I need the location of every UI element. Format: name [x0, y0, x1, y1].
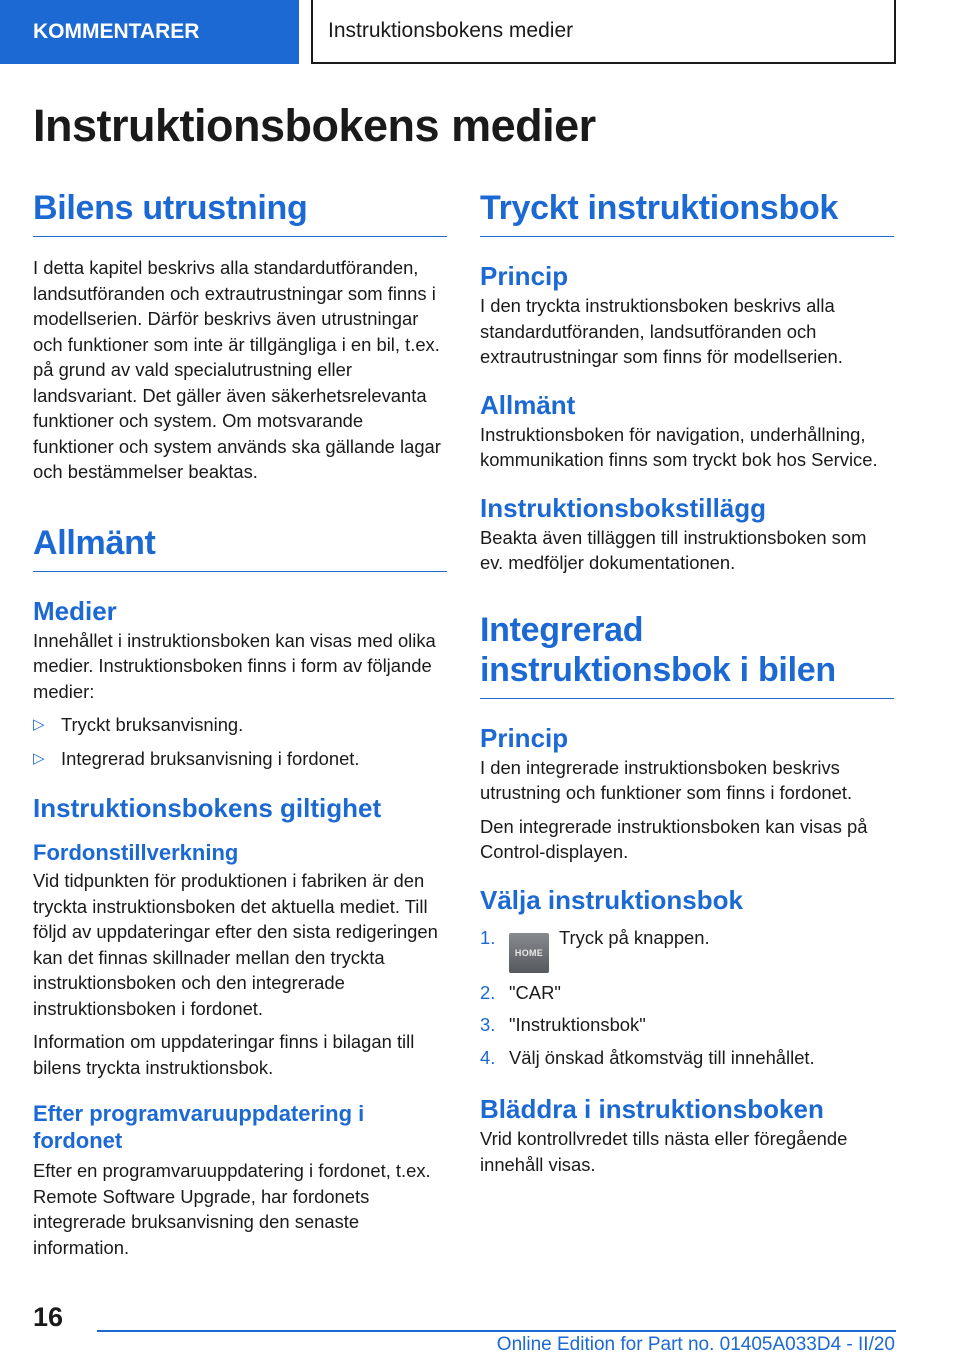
- subheading-giltighet: Instruktionsbokens giltighet: [33, 793, 382, 823]
- paragraph: Innehållet i instruktionsboken kan visas med olika medier. Instruktionsboken finns i form av följande medier:: [33, 629, 436, 702]
- subheading-tillagg: Instruktionsbokstillägg: [480, 492, 767, 523]
- right-column: [480, 188, 894, 1177]
- paragraph: I den integrerade instruktionsboken beskrivs utrustning och funktioner som finns i fordonet.: [480, 756, 853, 803]
- step-item: 3. "Instruktionsbok": [480, 1014, 646, 1035]
- footer-divider: [97, 1330, 896, 1332]
- section-heading-allmant: Allmänt: [33, 523, 447, 572]
- paragraph: I den tryckta instruktionsboken beskrivs alla standardutföranden, landsutföranden och extrautrustningar som finns för modellserien.: [480, 295, 843, 367]
- subheading-medier: Medier: [33, 595, 117, 626]
- paragraph: I detta kapitel beskrivs alla standardutföranden, landsutföranden och extrautrustningar som finns i modellserien. Därför beskrivs även utrustningar och funktioner som inte är tillgängliga i en bil, t.ex. på grund av vald specialutrustning eller landsvariant. Det gäller även säkerhetsrelevanta funktioner och system. Om motsvarande funktioner och system används ska gällande lagar och bestämmelser beaktas.: [33, 257, 441, 482]
- paragraph: Information om uppdateringar finns i bilagan till bilens tryckta instruktionsbok.: [33, 1031, 415, 1078]
- page-header: [0, 0, 960, 66]
- subheading-princip: Princip: [480, 261, 569, 291]
- subheading-valja: Välja instruktionsbok: [480, 884, 743, 915]
- step-item: 1. HOMETryck på knappen.: [480, 925, 894, 973]
- section-tab: KOMMENTARER: [0, 0, 299, 64]
- subheading-fordonstillverkning: Fordonstillverkning: [33, 840, 239, 865]
- step-item: 4. Välj önskad åtkomstväg till innehållet.: [480, 1046, 815, 1068]
- triangle-bullet-icon: ▷: [33, 749, 45, 767]
- media-list: [33, 712, 447, 771]
- paragraph: Vid tidpunkten för produktionen i fabriken är den tryckta instruktionsboken det aktuella mediet. Till följd av uppdateringar efter den sista redigeringen kan det finnas skillnader mellan den tryckta instruktionsboken och den integrerade instruktionsboken i fordonet.: [33, 870, 438, 1019]
- subheading-princip-2: Princip: [480, 722, 569, 753]
- page-number: 16: [33, 1302, 64, 1332]
- subheading-efter-programvaruuppdatering: Efter programvaruuppdatering i fordonet: [33, 1101, 365, 1153]
- paragraph: Efter en programvaruuppdatering i fordonet, t.ex. Remote Software Upgrade, har fordonets integrerade bruksanvisning den senaste information.: [33, 1160, 431, 1258]
- subheading-bladdra: Bläddra i instruktionsboken: [480, 1094, 824, 1124]
- footer-edition: Online Edition for Part no. 01405A033D4 - II/20: [496, 1334, 895, 1355]
- section-heading-tryckt: Tryckt instruktionsbok: [480, 188, 894, 237]
- paragraph: Instruktionsboken för navigation, underhållning, kommunikation finns som tryckt bok hos Service.: [480, 423, 878, 470]
- section-heading-integrerad: Integrerad instruktionsbok i bilen: [480, 610, 894, 699]
- home-button-icon: HOME: [509, 933, 549, 973]
- paragraph: Beakta även tilläggen till instruktionsboken som ev. medföljer dokumentationen.: [480, 526, 867, 573]
- list-item: ▷ Integrerad bruksanvisning i fordonet.: [33, 746, 447, 772]
- left-column: [33, 188, 447, 1260]
- page-title: Instruktionsbokens medier: [33, 100, 596, 151]
- steps-list: [480, 925, 894, 1071]
- step-item: 2. "CAR": [480, 981, 561, 1003]
- subheading-allmant: Allmänt: [480, 389, 576, 420]
- triangle-bullet-icon: ▷: [33, 716, 45, 733]
- paragraph: Den integrerade instruktionsboken kan visas på Control-displayen.: [480, 815, 868, 862]
- list-item: ▷ Tryckt bruksanvisning.: [33, 712, 447, 738]
- section-heading-bilens-utrustning: Bilens utrustning: [33, 188, 447, 237]
- paragraph: Vrid kontrollvredet tills nästa eller föregående innehåll visas.: [480, 1128, 848, 1175]
- header-title: Instruktionsbokens medier: [311, 0, 896, 64]
